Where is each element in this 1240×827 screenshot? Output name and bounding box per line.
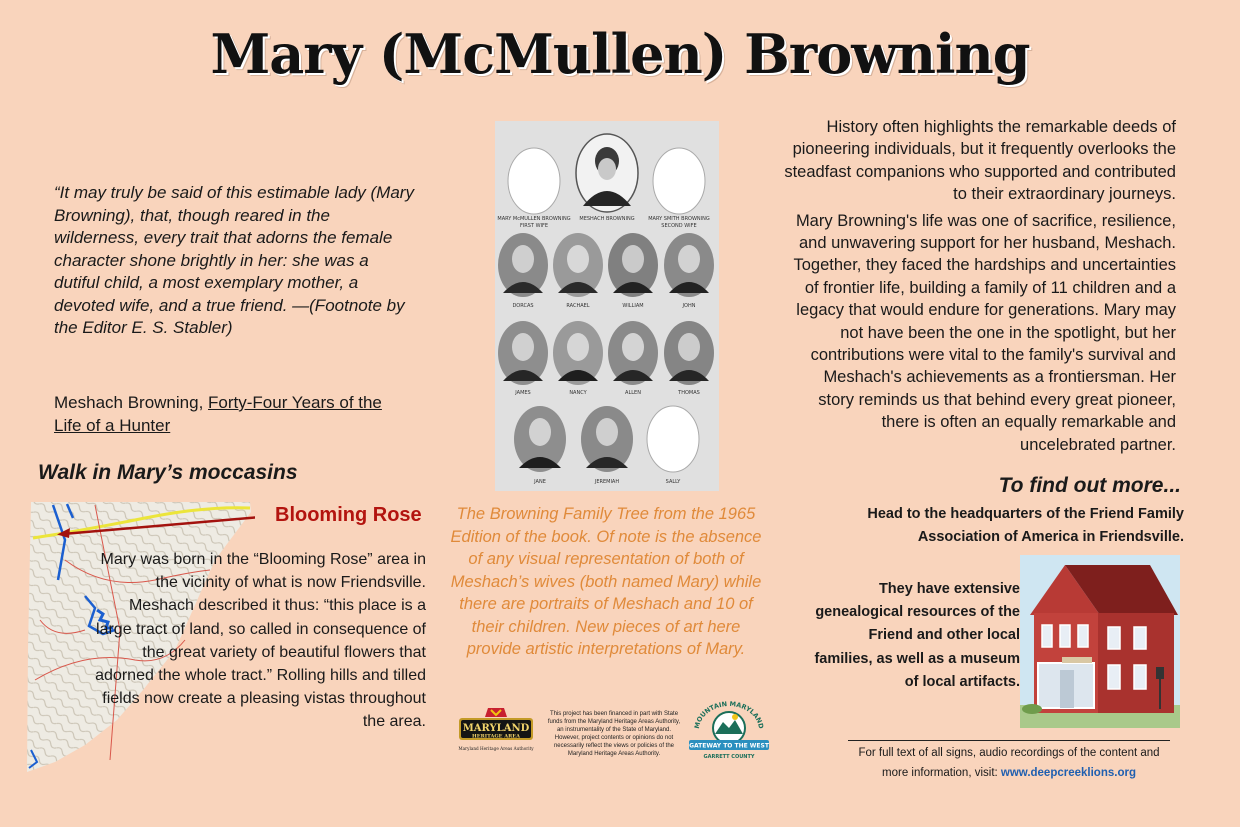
funding-statement: This project has been financed in part with State funds from the Maryland Heritage Areas Authority, an instrumentality of the State of Maryland. However, project contents or opinions do not necessarily reflect the views or policies of the Maryland Heritage Areas Authority. [547, 711, 681, 757]
birthplace-story: Mary was born in the “Blooming Rose” area in the vicinity of what is now Friendsville. Meshach described it thus: “this place is a large tract of land, so called in consequence of the great variety of beautiful flowers that adorned the whole tract.” Rolling hills and tilled fields now create a pleasing vistas throughout the area. [95, 551, 426, 731]
map-label-blooming-rose: Blooming Rose [275, 504, 422, 526]
label-jeremiah: JEREMIAH [594, 479, 620, 485]
maryland-heritage-area-logo [455, 705, 537, 760]
label-second-wife-sub: SECOND WIFE [661, 223, 697, 229]
portrait-row-3 [514, 406, 699, 472]
resources-text: They have extensive genealogical resources of the Friend and other local families, as well as a museum of local artifacts. [814, 581, 1020, 690]
history-paragraph-1: History often highlights the remarkable deeds of pioneering individuals, but it frequently overlooks the steadfast companions who supported and contributed to their extraordinary journeys. [784, 118, 1176, 204]
friend-family-building-illustration [1020, 555, 1180, 728]
history-text [784, 116, 1176, 460]
label-first-wife: MARY McMULLEN BROWNING [497, 216, 571, 222]
mm-logo-bottom: GARRETT COUNTY [703, 754, 755, 760]
label-allen: ALLEN [625, 390, 641, 396]
citation-author: Meshach Browning, [54, 393, 209, 412]
mha-logo-footer: Maryland Heritage Areas Authority [458, 746, 534, 751]
label-second-wife: MARY SMITH BROWNING [648, 216, 710, 222]
label-james: JAMES [515, 390, 531, 396]
label-jane: JANE [534, 479, 546, 485]
label-thomas: THOMAS [678, 390, 700, 396]
editor-quote: “It may truly be said of this estimable lady (Mary Browning), that, though reared in the wilderness, every trait that adorns the female character shone brightly in her: she was a dutiful child, a most exemplary mother, a devoted wife, and a true friend. —(Footnote by the Editor E. S. Stabler) [54, 183, 414, 337]
label-william: WILLIAM [622, 303, 644, 309]
label-dorcas: DORCAS [512, 303, 534, 309]
mm-logo-banner: GATEWAY TO THE WEST [689, 742, 769, 750]
mm-logo-top: MOUNTAIN MARYLAND [692, 700, 766, 730]
mha-logo-name: MARYLAND [462, 723, 530, 734]
footer-divider [848, 740, 1170, 741]
mha-logo-sub: HERITAGE AREA [472, 733, 520, 740]
label-sally: SALLY [665, 479, 681, 485]
label-meshach: MESHACH BROWNING [579, 216, 635, 222]
photo-caption: The Browning Family Tree from the 1965 Edition of the book. Of note is the absence of any visual representation of both of Meshach’s wives (both named Mary) while there are portraits of Meshach and 10 of their children. New pieces of art here provide artistic interpretations of Mary. [450, 505, 762, 658]
page-title: Mary (McMullen) Browning [210, 22, 1030, 86]
full-text-info [848, 743, 1170, 783]
headquarters-text: Head to the headquarters of the Friend Family Association of America in Friendsville. [867, 506, 1184, 545]
deepcreeklions-link[interactable]: www.deepcreeklions.org [1000, 767, 1136, 779]
walk-heading: Walk in Mary’s moccasins [38, 461, 298, 484]
find-out-more-heading: To find out more... [998, 474, 1181, 497]
label-rachael: RACHAEL [566, 303, 590, 309]
family-tree-photo [495, 121, 719, 491]
label-first-wife-sub: FIRST WIFE [519, 223, 549, 229]
mountain-maryland-logo [683, 700, 775, 762]
full-text-label: For full text of all signs, audio recordings of the content and more information, visit: [858, 747, 1160, 779]
citation-book-title: Forty-Four Years of the Life of a Hunter [54, 393, 382, 435]
history-paragraph-2: Mary Browning's life was one of sacrifice, resilience, and unwavering support for her husband, Meshach. Together, they faced the hardships and uncertainties of frontier life, building a family of 11 children and a legacy that would endure for generations. Mary may not have been the one in the spotlight, but her contributions were vital to the family's survival and Meshach's achievements as a frontiersman. Her story reminds us that behind every great pioneer, there is often an equally remarkable and uncelebrated partner. [793, 211, 1176, 454]
label-john: JOHN [682, 303, 696, 309]
book-citation [54, 392, 414, 437]
label-nancy: NANCY [569, 390, 587, 396]
